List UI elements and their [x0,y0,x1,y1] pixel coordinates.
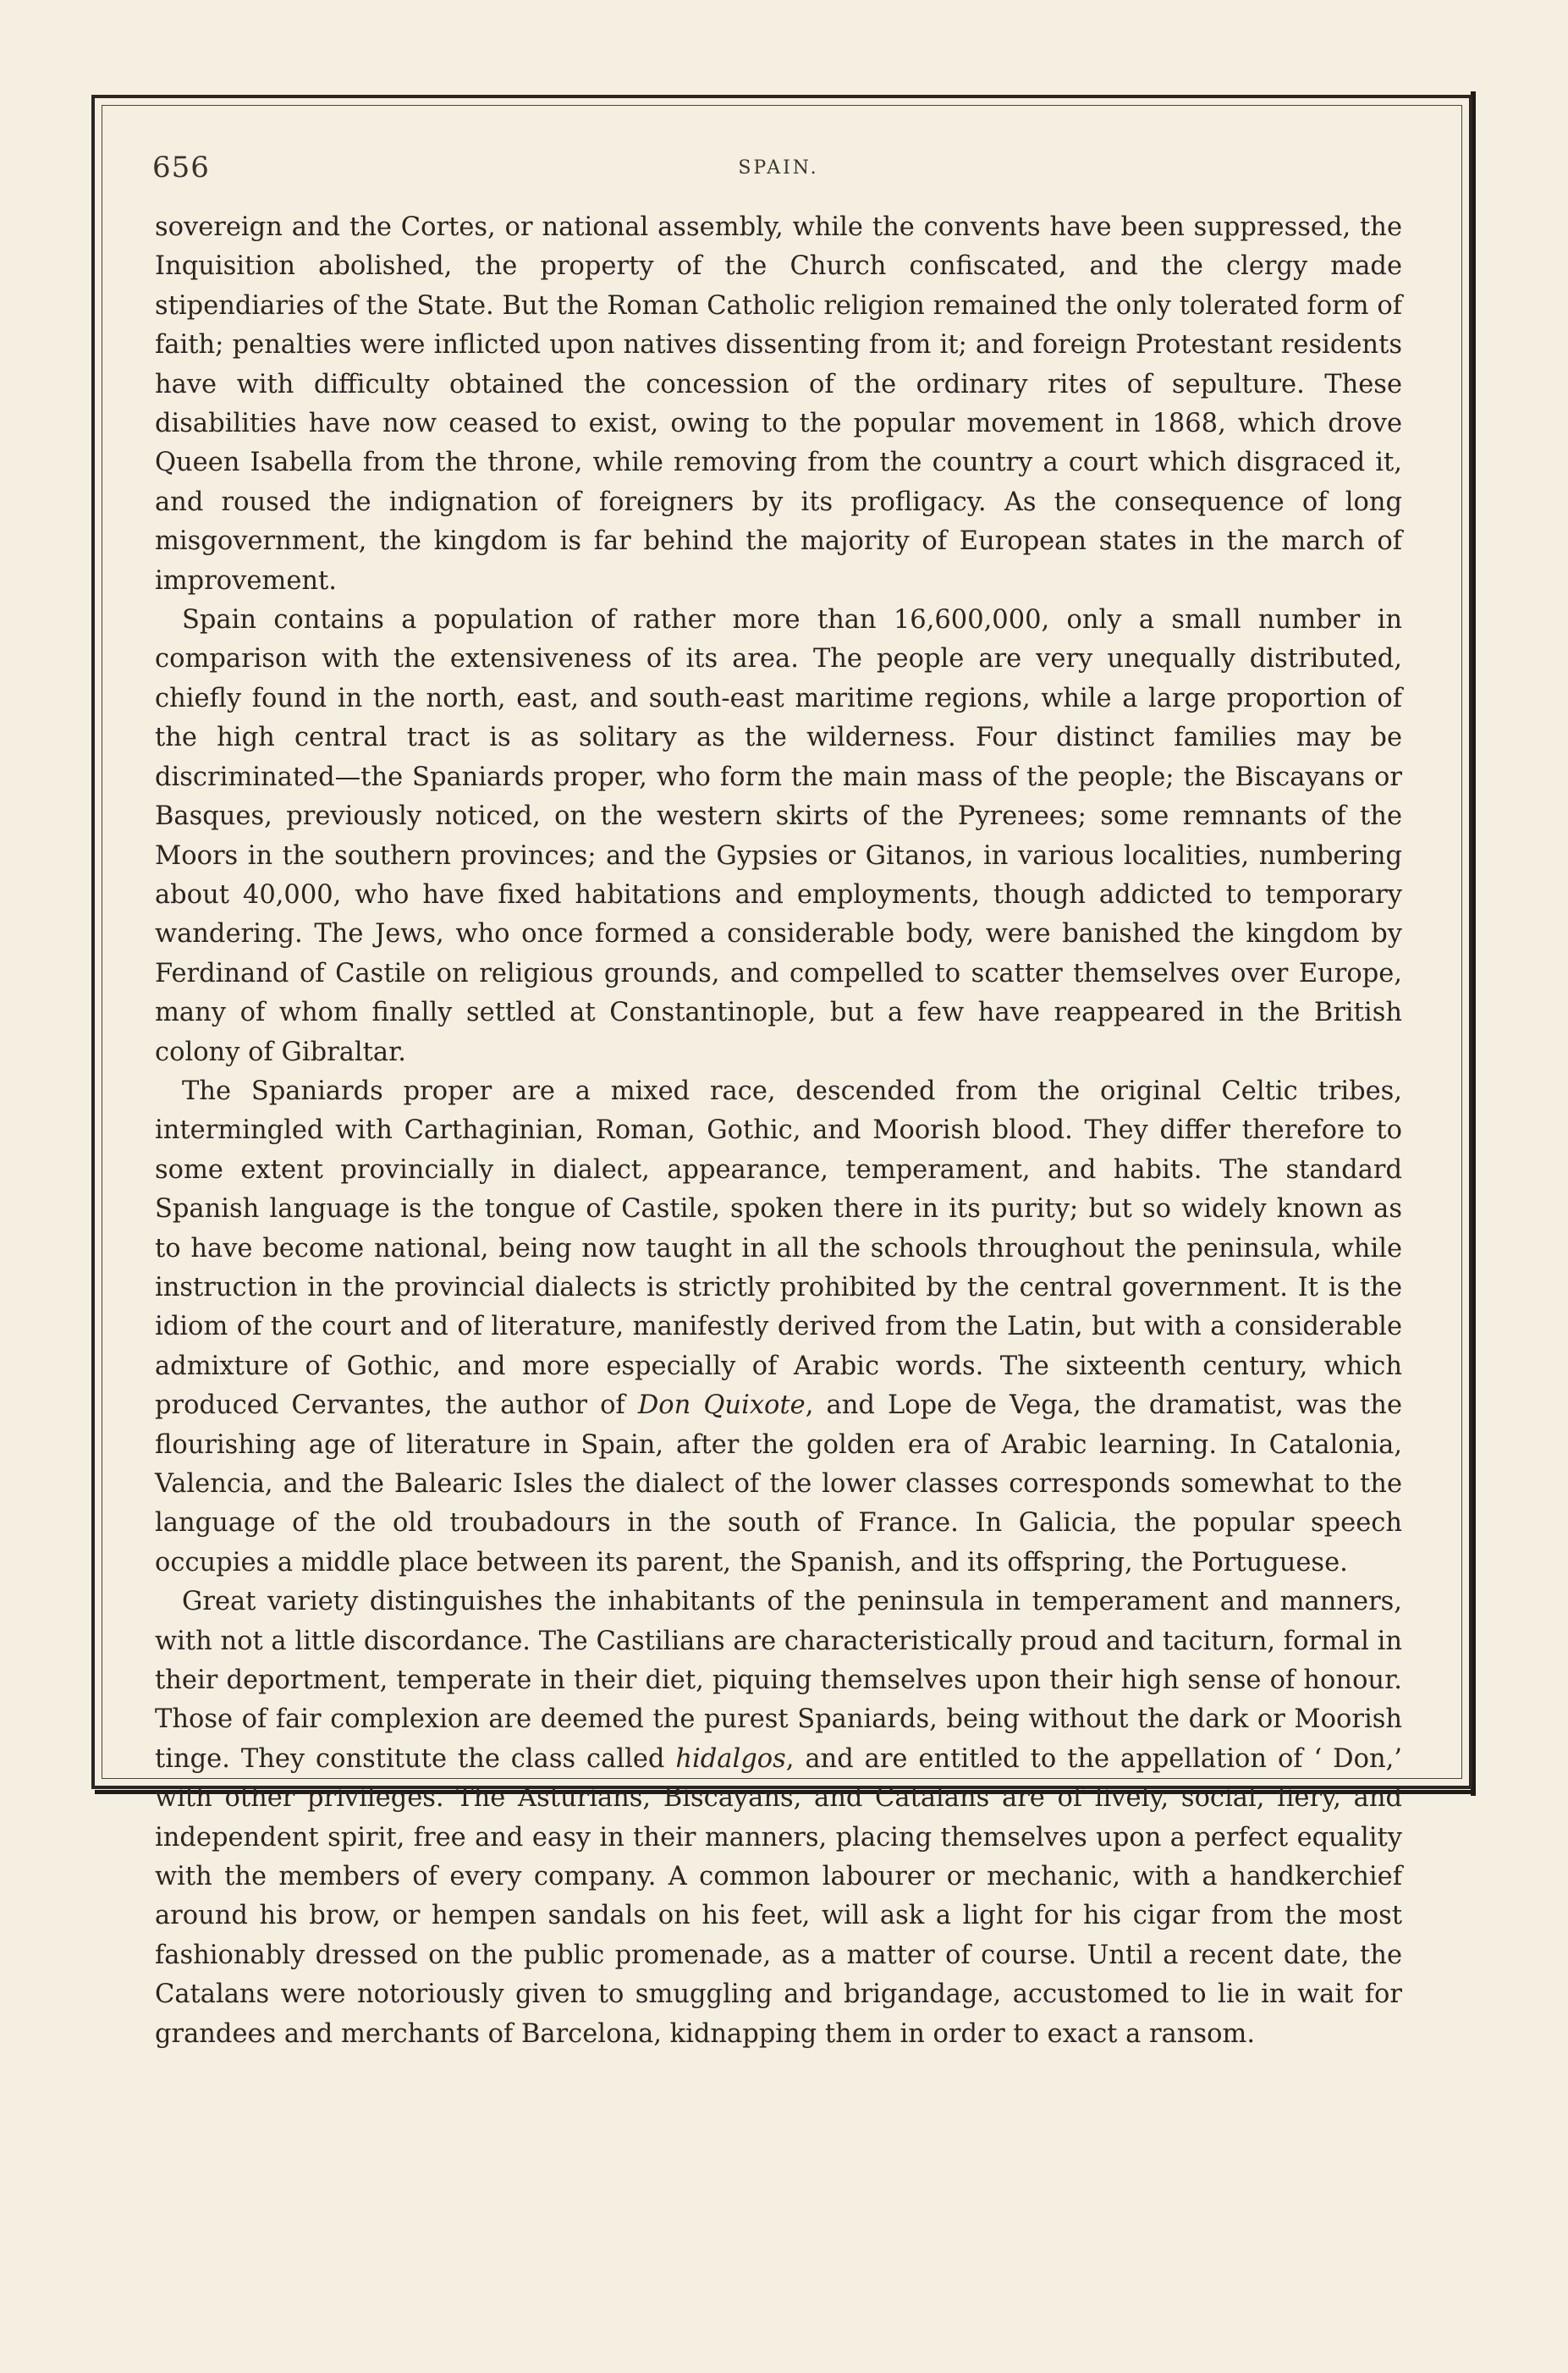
book-title-don-quixote: Don Quixote [637,1390,806,1421]
term-hidalgos: hidalgos [675,1743,786,1774]
paragraph-4-text-b: , and are entitled to the appellation of ‘ Don,’ with other privileges. The Asturians, Biscayans, and Catalans are of lively, social, fiery, and independent spirit, free and easy in their manners, placing themselves upon a perfect equality with the members of every company. A common labourer or mechanic, with a handkerchief around his brow, or hempen sandals on his feet, will ask a light for his cigar from the most fashionably dressed on the public promenade, as a matter of course. Until a recent date, the Catalans were notoriously given to smuggling and brigandage, accustomed to lie in wait for grandees and merchants of Barcelona, kidnapping them in order to exact a ransom. [155,1743,1402,2049]
paragraph-3-text-b: , and Lope de Vega, the dramatist, was the flourishing age of literature in Spain, after the golden era of Arabic learning. In Catalonia, Valencia, and the Balearic Isles the dialect of the lower classes corresponds somewhat to the language of the old troubadours in the south of France. In Galicia, the popular speech occupies a middle place between its parent, the Spanish, and its offspring, the Portuguese. [155,1390,1402,1577]
paragraph-1: sovereign and the Cortes, or national assembly, while the convents have been suppressed, the Inquisition abolished, the property of the Church confiscated, and the clergy made stipendiaries of the State. But the Roman Catholic religion remained the only tolerated form of faith; penalties were inflicted upon natives dissenting from it; and foreign Protestant residents have with difficulty obtained the concession of the ordinary rites of sepulture. These disabilities have now ceased to exist, owing to the popular movement in 1868, which drove Queen Isabella from the throne, while removing from the country a court which disgraced it, and roused the indignation of foreigners by its profligacy. As the consequence of long misgovernment, the kingdom is far behind the majority of European states in the march of improvement. [155,212,1402,596]
body-text [155,208,1402,2054]
paragraph-4 [155,1583,1402,2054]
running-title: SPAIN. [738,157,819,179]
paragraph-3 [155,1072,1402,1583]
page-number: 656 [152,151,210,184]
paragraph-3-text-a: The Spaniards proper are a mixed race, descended from the original Celtic tribes, intermingled with Carthaginian, Roman, Gothic, and Moorish blood. They differ therefore to some extent provincially in dialect, appearance, temperament, and habits. The standard Spanish language is the tongue of Castile, spoken there in its purity; but so widely known as to have become national, being now taught in all the schools throughout the peninsula, while instruction in the provincial dialects is strictly prohibited by the central government. It is the idiom of the court and of literature, manifestly derived from the Latin, but with a considerable admixture of Gothic, and more especially of Arabic words. The sixteenth century, which produced Cervantes, the author of [155,1076,1402,1421]
paragraph-4-text-a: Great variety distinguishes the inhabitants of the peninsula in temperament and manners, with not a little discordance. The Castilians are characteristically proud and taciturn, formal in their deportment, temperate in their diet, piquing themselves upon their high sense of honour. Those of fair complexion are deemed the purest Spaniards, being without the dark or Moorish tinge. They constitute the class called [155,1587,1402,1774]
paragraph-2: Spain contains a population of rather more than 16,600,000, only a small number in comparison with the extensiveness of its area. The people are very unequally distributed, chiefly found in the north, east, and south-east maritime regions, while a large proportion of the high central tract is as solitary as the wilderness. Four distinct families may be discriminated—the Spaniards proper, who form the main mass of the people; the Biscayans or Basques, previously noticed, on the western skirts of the Pyrenees; some remnants of the Moors in the southern provinces; and the Gypsies or Gitanos, in various localities, numbering about 40,000, who have fixed habitations and employments, though addicted to temporary wandering. The Jews, who once formed a considerable body, were banished the kingdom by Ferdinand of Castile on religious grounds, and compelled to scatter themselves over Europe, many of whom finally settled at Constantinople, but a few have reappeared in the British colony of Gibraltar. [155,605,1402,1067]
page-header [152,151,1405,193]
